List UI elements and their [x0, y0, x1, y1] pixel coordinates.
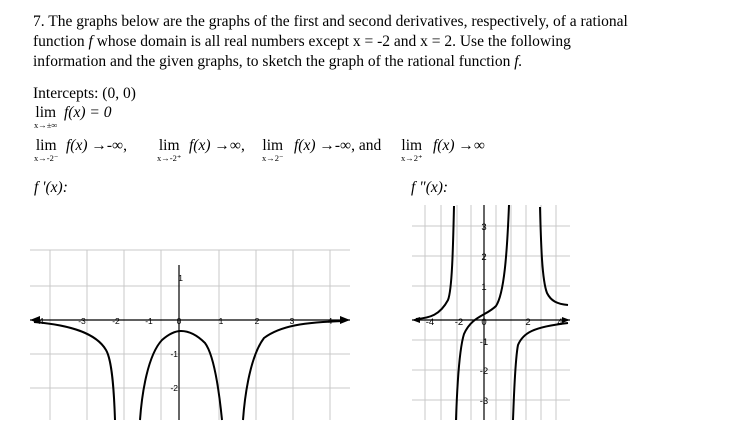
limit-b-fx: f(x): [189, 137, 211, 154]
limit-c-sep: , and: [351, 137, 382, 154]
limit-c-val: -∞: [334, 137, 352, 154]
tick-label: 3: [481, 222, 487, 233]
limit-b-arrow: →: [214, 137, 230, 154]
lim-word: lim: [158, 137, 180, 154]
tick-label: 0: [176, 316, 182, 326]
tick-label: 0: [481, 317, 487, 328]
limit-c-fx: f(x): [294, 137, 316, 154]
lim-subscript: x→2⁺: [401, 153, 423, 163]
tick-label: -3: [78, 316, 86, 326]
limit-a-val: -∞: [106, 137, 124, 154]
tick-label: -4: [36, 316, 44, 326]
first-derivative-label: f '(x):: [34, 179, 68, 196]
tick-label: -1: [170, 349, 178, 359]
problem-text-1: The graphs below are the graphs of the first and second derivatives, respectively, of a rational: [48, 13, 628, 30]
limit-d-fx: f(x): [433, 137, 455, 154]
limit-d-val: ∞: [473, 137, 485, 154]
tick-label: -1: [145, 316, 153, 326]
tick-label: 3: [289, 316, 295, 326]
intercepts-line: Intercepts: (0, 0): [33, 85, 136, 102]
curve-middle: [456, 205, 509, 420]
tick-label: 1: [218, 316, 224, 326]
tick-label: 4: [327, 316, 333, 326]
tick-label: 2: [254, 316, 260, 326]
limit-a-sep: ,: [123, 137, 127, 154]
lim-word: lim: [35, 104, 57, 121]
tick-label: -4: [425, 317, 435, 328]
function-symbol-2: f.: [514, 53, 523, 70]
lim-word: lim: [401, 137, 423, 154]
tick-label: -2: [112, 316, 120, 326]
limit-b-val: ∞: [229, 137, 241, 154]
lim-subscript: x→-2⁺: [157, 153, 182, 163]
grid: [412, 205, 570, 420]
lim-word: lim: [35, 137, 57, 154]
tick-label: -3: [479, 396, 489, 407]
axes: [412, 205, 570, 420]
problem-text-3a: information and the given graphs, to sketch the graph of the rational function: [33, 53, 511, 70]
limit-b-sep: ,: [240, 137, 245, 154]
curve-left: [416, 206, 454, 319]
limit-c-arrow: →: [319, 137, 335, 154]
tick-label: -2: [170, 383, 178, 393]
tick-label: -2: [479, 366, 489, 377]
x-tick-labels: [426, 317, 563, 328]
lim-word: lim: [262, 137, 284, 154]
tick-label: 2: [481, 252, 487, 263]
limit-d-arrow: →: [458, 137, 474, 154]
curve: [416, 205, 568, 420]
function-symbol: f: [88, 33, 93, 50]
problem-number: 7.: [33, 13, 45, 30]
tick-label: 2: [525, 317, 531, 328]
tick-label: 1: [178, 273, 183, 283]
lim-subscript: x→±∞: [34, 120, 58, 130]
lim-subscript: x→-2⁻: [34, 153, 59, 163]
problem-text-2a: function: [33, 33, 85, 50]
lim-subscript: x→2⁻: [262, 153, 284, 163]
limit-a-fx: f(x): [66, 137, 88, 154]
tick-label: 1: [481, 282, 487, 293]
second-derivative-label: f "(x):: [411, 179, 449, 196]
tick-label: -1: [479, 337, 489, 348]
limit-row1-expr: f(x) = 0: [64, 104, 112, 121]
problem-text-2b: whose domain is all real numbers except x = -2 and x = 2. Use the following: [96, 33, 571, 50]
tick-label: -2: [454, 317, 464, 328]
tick-label: 4: [557, 317, 563, 328]
limit-a-arrow: →: [91, 137, 107, 154]
